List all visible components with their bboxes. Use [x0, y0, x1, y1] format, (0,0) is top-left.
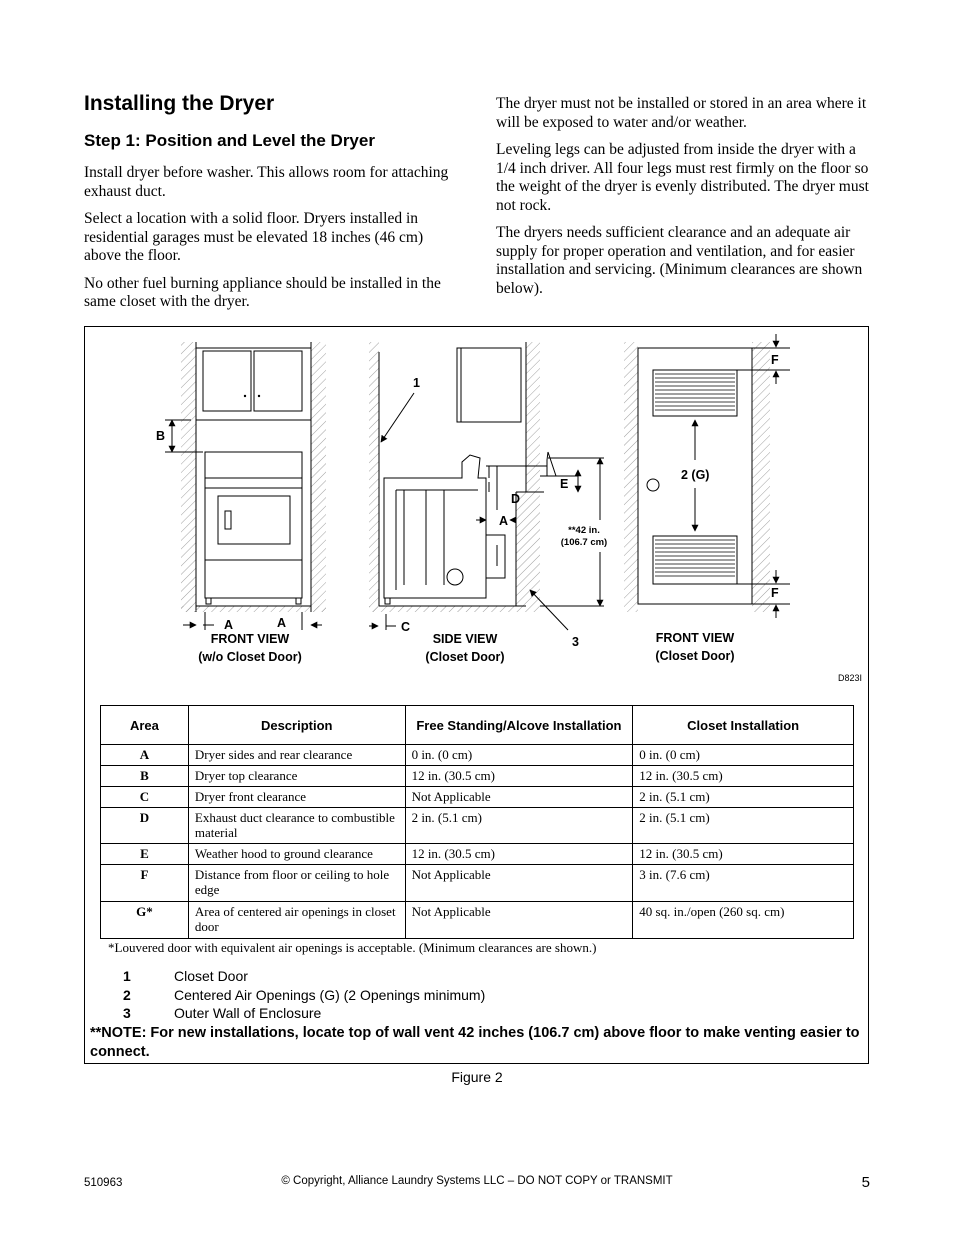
column-header: Closet Installation — [633, 706, 854, 745]
page-title: Installing the Dryer — [84, 92, 275, 115]
label-f-top: F — [771, 353, 779, 367]
legend-number: 3 — [123, 1005, 131, 1021]
louver-top — [655, 374, 735, 410]
label-a-side: A — [499, 514, 509, 528]
area-cell: F — [101, 865, 189, 902]
description-cell: Dryer sides and rear clearance — [188, 745, 405, 766]
closet-cell: 2 in. (5.1 cm) — [633, 787, 854, 808]
description-cell: Exhaust duct clearance to combustible material — [188, 808, 405, 844]
label-b: B — [156, 429, 166, 443]
paragraph: The dryers needs sufficient clearance and an adequate air supply for proper operation and ventilation, and for easier installation and servicing. (Minimum clearances are shown below). — [496, 224, 863, 297]
caption-line: (Closet Door) — [655, 649, 735, 663]
free-standing-cell: Not Applicable — [405, 902, 633, 939]
label-f-bottom: F — [771, 586, 779, 600]
area-cell: A — [101, 745, 189, 766]
area-cell: D — [101, 808, 189, 844]
paragraph: Select a location with a solid floor. Dryers installed in residential garages must be elevated 18 inches (46 cm) above the floor. — [84, 210, 424, 264]
label-a-left: A — [224, 618, 234, 632]
caption-line: FRONT VIEW — [655, 631, 735, 645]
caption-line: FRONT VIEW — [210, 632, 290, 646]
label-c: C — [401, 620, 411, 634]
table-row — [101, 844, 854, 865]
label-d: D — [511, 492, 521, 506]
table-footnote: *Louvered door with equivalent air openings is acceptable. (Minimum clearances are shown.) — [108, 940, 597, 955]
paragraph: No other fuel burning appliance should be installed in the same closet with the dryer. — [84, 274, 441, 310]
legend-item — [123, 1005, 321, 1021]
legend-item — [123, 968, 248, 984]
free-standing-cell: 12 in. (30.5 cm) — [405, 844, 633, 865]
closet-cell: 2 in. (5.1 cm) — [633, 808, 854, 844]
table-row — [101, 865, 854, 902]
caption-line: SIDE VIEW — [432, 632, 498, 646]
table-row — [101, 902, 854, 939]
caption-front-closet-door — [625, 629, 765, 665]
label-g: 2 (G) — [681, 468, 710, 482]
louver-bottom — [655, 540, 735, 576]
legend-text: Closet Door — [174, 968, 248, 984]
free-standing-cell: Not Applicable — [405, 865, 633, 902]
clearance-table — [100, 705, 854, 939]
closet-cell: 0 in. (0 cm) — [633, 745, 854, 766]
description-cell: Dryer top clearance — [188, 766, 405, 787]
label-vent-height: **42 in. — [568, 525, 600, 536]
area-cell: G* — [101, 902, 189, 939]
section-title: Step 1: Position and Level the Dryer — [84, 131, 375, 150]
page-number: 5 — [861, 1174, 870, 1191]
front-view-no-door — [165, 342, 326, 630]
free-standing-cell: 2 in. (5.1 cm) — [405, 808, 633, 844]
closet-cell: 12 in. (30.5 cm) — [633, 766, 854, 787]
column-header: Area — [101, 706, 189, 745]
description-cell: Area of centered air openings in closet door — [188, 902, 405, 939]
table-row — [101, 808, 854, 844]
label-vent-height-cm: (106.7 cm) — [560, 537, 608, 548]
drawing-code: D823I — [838, 673, 863, 683]
label-3: 3 — [572, 635, 579, 649]
paragraph: Install dryer before washer. This allows room for attaching exhaust duct. — [84, 164, 449, 200]
table-row — [101, 787, 854, 808]
closet-cell: 3 in. (7.6 cm) — [633, 865, 854, 902]
label-1: 1 — [413, 376, 420, 390]
copyright-notice: © Copyright, Alliance Laundry Systems LLC – DO NOT COPY or TRANSMIT — [281, 1175, 673, 1187]
column-header: Free Standing/Alcove Installation — [405, 706, 633, 745]
free-standing-cell: Not Applicable — [405, 787, 633, 808]
table-row — [101, 766, 854, 787]
area-cell: C — [101, 787, 189, 808]
legend-item — [123, 987, 485, 1003]
area-cell: B — [101, 766, 189, 787]
figure-caption: Figure 2 — [451, 1069, 503, 1085]
table-row — [101, 745, 854, 766]
installation-note: **NOTE: For new installations, locate top of wall vent 42 inches (106.7 cm) above floor to make venting easier to connect. — [90, 1025, 860, 1060]
legend-text: Outer Wall of Enclosure — [174, 1005, 322, 1021]
paragraph: The dryer must not be installed or stored in an area where it will be exposed to water and/or weather. — [496, 95, 867, 131]
side-view — [369, 342, 604, 630]
caption-front-no-door — [180, 630, 320, 666]
caption-line: (Closet Door) — [425, 650, 505, 664]
paragraph: Leveling legs can be adjusted from inside the dryer with a 1/4 inch driver. All four legs must rest firmly on the floor so the weight of the dryer is evenly distributed. The dryer must not rock. — [496, 141, 869, 214]
legend-number: 1 — [123, 968, 131, 984]
caption-line: (w/o Closet Door) — [198, 650, 302, 664]
description-cell: Distance from floor or ceiling to hole edge — [188, 865, 405, 902]
closet-cell: 12 in. (30.5 cm) — [633, 844, 854, 865]
document-number: 510963 — [84, 1177, 123, 1189]
description-cell: Weather hood to ground clearance — [188, 844, 405, 865]
legend-text: Centered Air Openings (G) (2 Openings minimum) — [174, 987, 486, 1003]
description-cell: Dryer front clearance — [188, 787, 405, 808]
table-header-row — [101, 706, 854, 745]
column-header: Description — [188, 706, 405, 745]
caption-side-view — [395, 630, 535, 666]
free-standing-cell: 12 in. (30.5 cm) — [405, 766, 633, 787]
label-e: E — [560, 477, 569, 491]
label-a-right: A — [277, 616, 287, 630]
area-cell: E — [101, 844, 189, 865]
legend-number: 2 — [123, 987, 131, 1003]
free-standing-cell: 0 in. (0 cm) — [405, 745, 633, 766]
closet-cell: 40 sq. in./open (260 sq. cm) — [633, 902, 854, 939]
